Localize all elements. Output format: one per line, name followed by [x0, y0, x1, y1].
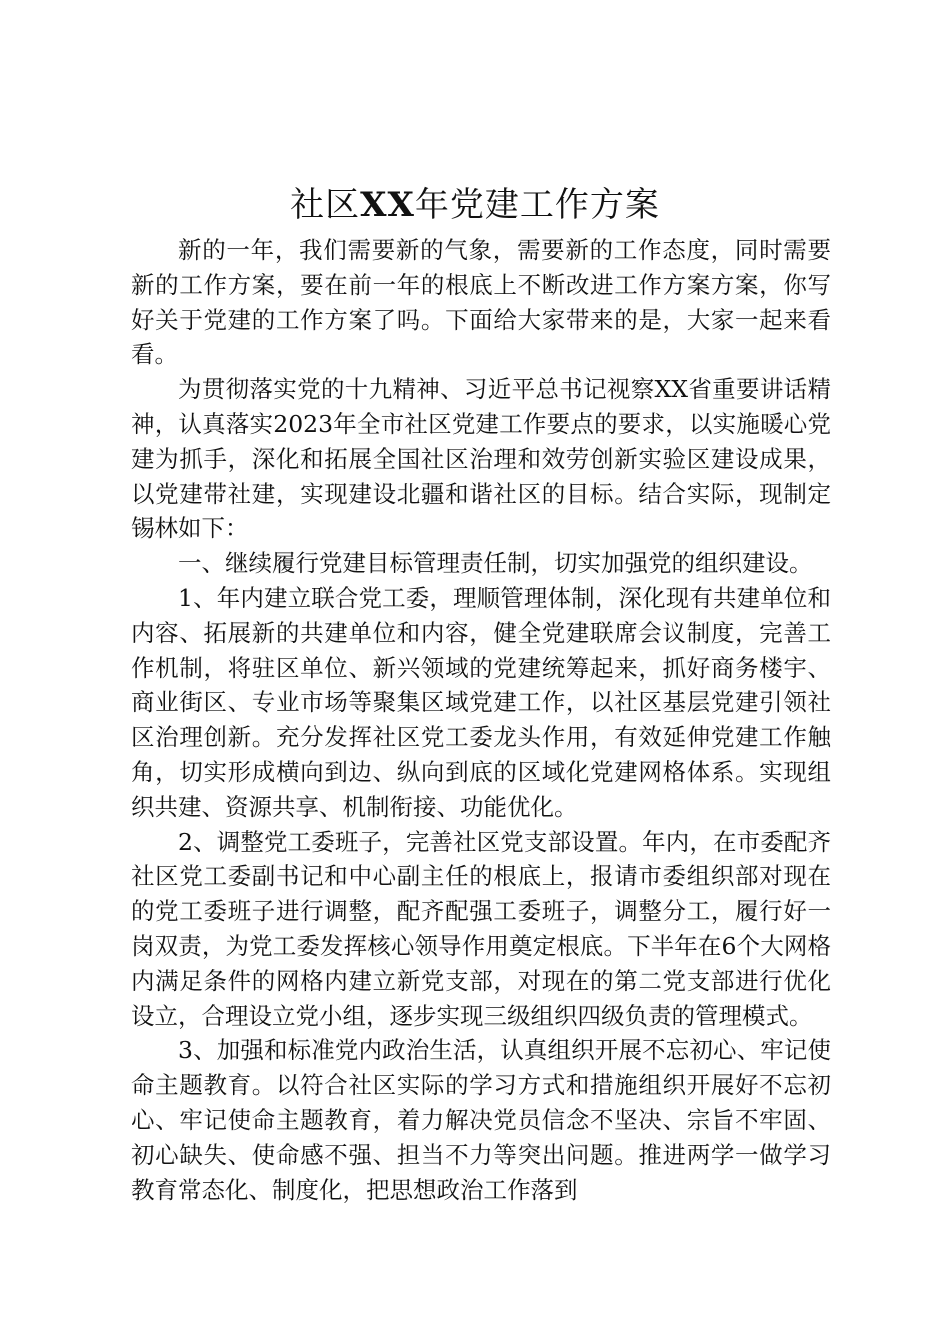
title-suffix: 年党建工作方案 — [414, 185, 660, 225]
paragraph-item-3: 3、加强和标准党内政治生活，认真组织开展不忘初心、牢记使命主题教育。以符合社区实际的学习方式和措施组织开展好不忘初心、牢记使命主题教育，着力解决党员信念不坚决、宗旨不牢固、初心缺失、使命感不强、担当不力等突出问题。推进两学一做学习教育常态化、制度化，把思想政治工作落到 — [131, 1036, 831, 1204]
paragraph-intro: 新的一年，我们需要新的气象，需要新的工作态度，同时需要新的工作方案，要在前一年的根底上不断改进工作方案方案，你写好关于党建的工作方案了吗。下面给大家带来的是，大家一起来看看。 — [131, 236, 831, 369]
title-prefix: 社区 — [290, 185, 361, 225]
document-body — [131, 233, 831, 1207]
paragraph-purpose: 为贯彻落实党的十九精神、习近平总书记视察XX省重要讲话精神，认真落实2023年全市社区党建工作要点的要求，以实施暖心党建为抓手，深化和拓展全国社区治理和效劳创新实验区建设成果，以党建带社建，实现建设北疆和谐社区的目标。结合实际，现制定锡林如下： — [131, 375, 831, 543]
document-title — [0, 183, 950, 227]
paragraph-item-2: 2、调整党工委班子，完善社区党支部设置。年内，在市委配齐社区党工委副书记和中心副主任的根底上，报请市委组织部对现在的党工委班子进行调整，配齐配强工委班子，调整分工，履行好一岗双责，为党工委发挥核心领导作用奠定根底。下半年在6个大网格内满足条件的网格内建立新党支部，对现在的第二党支部进行优化设立，合理设立党小组，逐步实现三级组织四级负责的管理模式。 — [131, 827, 831, 1030]
title-bold-xx: XX — [360, 185, 415, 225]
paragraph-item-1: 1、年内建立联合党工委，理顺管理体制，深化现有共建单位和内容、拓展新的共建单位和内容，健全党建联席会议制度，完善工作机制，将驻区单位、新兴领域的党建统筹起来，抓好商务楼宇、商业街区、专业市场等聚集区域党建工作，以社区基层党建引领社区治理创新。充分发挥社区党工委龙头作用，有效延伸党建工作触角，切实形成横向到边、纵向到底的区域化党建网格体系。实现组织共建、资源共享、机制衔接、功能优化。 — [131, 583, 831, 821]
section-heading-1: 一、继续履行党建目标管理责任制，切实加强党的组织建设。 — [178, 549, 813, 578]
